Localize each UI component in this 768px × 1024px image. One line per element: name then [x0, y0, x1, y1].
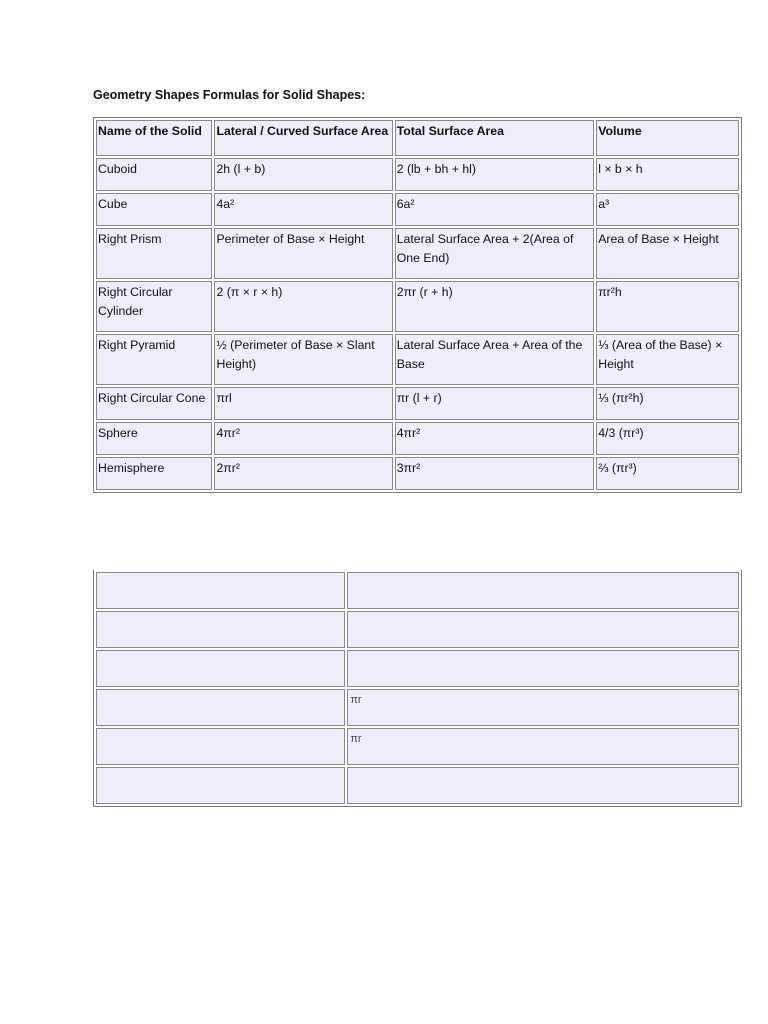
- cell-total: 2πr (r + h): [395, 281, 595, 332]
- cell-volume: a³: [596, 193, 739, 226]
- cell-name: Cuboid: [96, 158, 212, 191]
- cell-right: [347, 572, 739, 609]
- second-table: [93, 570, 742, 807]
- header-volume: Volume: [596, 120, 739, 156]
- page-title: Geometry Shapes Formulas for Solid Shapes:: [93, 88, 366, 102]
- table-row: [96, 650, 739, 687]
- cell-volume: ⅓ (Area of the Base) × Height: [596, 334, 739, 385]
- cell-total: 3πr²: [395, 457, 595, 490]
- cell-lateral: 4πr²: [214, 422, 392, 455]
- cell-name: Right Circular Cone: [96, 387, 212, 420]
- cell-volume: ⅓ (πr²h): [596, 387, 739, 420]
- cell-name: Right Prism: [96, 228, 212, 279]
- cell-name: Right Pyramid: [96, 334, 212, 385]
- cell-left: [96, 728, 345, 765]
- cell-total: πr (l + r): [395, 387, 595, 420]
- cell-lateral: 2h (l + b): [214, 158, 392, 191]
- cell-left: [96, 611, 345, 648]
- table-row: [96, 457, 739, 490]
- table-row: [96, 572, 739, 609]
- table-row: [96, 728, 739, 765]
- cell-name: Right Circular Cylinder: [96, 281, 212, 332]
- cell-left: [96, 572, 345, 609]
- cell-volume: πr²h: [596, 281, 739, 332]
- table-row: [96, 387, 739, 420]
- cell-lateral: Perimeter of Base × Height: [214, 228, 392, 279]
- cell-total: 6a²: [395, 193, 595, 226]
- table-row: [96, 193, 739, 226]
- cell-lateral: 4a²: [214, 193, 392, 226]
- cell-left: [96, 767, 345, 804]
- cell-total: Lateral Surface Area + 2(Area of One End): [395, 228, 595, 279]
- cell-total: Lateral Surface Area + Area of the Base: [395, 334, 595, 385]
- table-row: [96, 767, 739, 804]
- cell-lateral: 2 (π × r × h): [214, 281, 392, 332]
- cell-lateral: πrl: [214, 387, 392, 420]
- formula-table: [93, 117, 742, 493]
- header-lateral: Lateral / Curved Surface Area: [214, 120, 392, 156]
- cell-name: Cube: [96, 193, 212, 226]
- cell-right: [347, 650, 739, 687]
- cell-name: Sphere: [96, 422, 212, 455]
- table-row: [96, 281, 739, 332]
- cell-total: 2 (lb + bh + hl): [395, 158, 595, 191]
- table-row: [96, 689, 739, 726]
- table-row: [96, 611, 739, 648]
- cell-right: [347, 767, 739, 804]
- cell-lateral: 2πr²: [214, 457, 392, 490]
- cell-right: [347, 611, 739, 648]
- header-total: Total Surface Area: [395, 120, 595, 156]
- cell-volume: 4/3 (πr³): [596, 422, 739, 455]
- cell-volume: l × b × h: [596, 158, 739, 191]
- cell-name: Hemisphere: [96, 457, 212, 490]
- table-row: [96, 228, 739, 279]
- table-row: [96, 334, 739, 385]
- cell-volume: Area of Base × Height: [596, 228, 739, 279]
- cell-right: πr: [347, 689, 739, 726]
- cell-left: [96, 650, 345, 687]
- cell-volume: ⅔ (πr³): [596, 457, 739, 490]
- table-row: [96, 422, 739, 455]
- cell-left: [96, 689, 345, 726]
- cell-lateral: ½ (Perimeter of Base × Slant Height): [214, 334, 392, 385]
- table-header-row: [96, 120, 739, 156]
- cell-total: 4πr²: [395, 422, 595, 455]
- cell-right: πr: [347, 728, 739, 765]
- header-name: Name of the Solid: [96, 120, 212, 156]
- table-row: [96, 158, 739, 191]
